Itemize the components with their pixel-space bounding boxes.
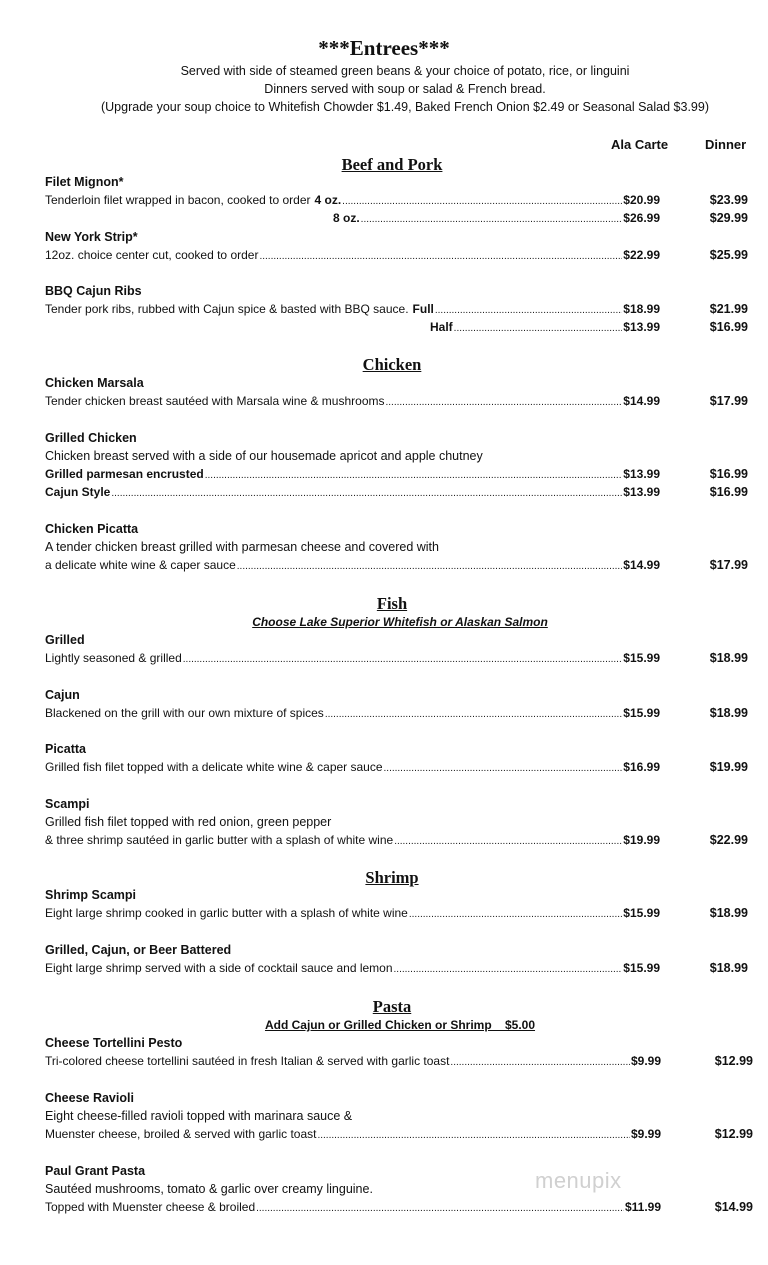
item-name: Cajun xyxy=(45,688,80,702)
item-name: Paul Grant Pasta xyxy=(45,1164,146,1178)
ala-carte-price: $15.99 xyxy=(623,706,660,720)
leader-dots xyxy=(384,763,623,774)
dinner-price: $16.99 xyxy=(709,467,748,481)
item-desc: 12oz. choice center cut, cooked to order xyxy=(45,248,259,262)
dinner-price: $18.99 xyxy=(709,706,748,720)
ala-carte-price: $22.99 xyxy=(623,248,660,262)
price-line xyxy=(45,394,660,408)
leader-dots xyxy=(394,964,623,975)
section-title-fish: Fish xyxy=(376,594,408,613)
price-line xyxy=(45,193,660,207)
price-line xyxy=(45,302,660,316)
item-name: Chicken Marsala xyxy=(45,376,144,390)
ala-carte-price: $18.99 xyxy=(623,302,660,316)
col-header-ala-carte: Ala Carte xyxy=(611,137,669,152)
leader-dots xyxy=(183,654,623,665)
watermark-logo: menupix xyxy=(535,1168,622,1193)
dinner-price: $21.99 xyxy=(709,302,748,316)
item-desc: Tenderloin filet wrapped in bacon, cooked to order xyxy=(45,193,311,207)
price-line xyxy=(45,1200,661,1214)
ala-carte-price: $13.99 xyxy=(623,467,660,481)
portion-size: Full xyxy=(412,302,434,316)
item-desc: A tender chicken breast grilled with parmesan cheese and covered with xyxy=(45,540,439,554)
price-line xyxy=(45,651,660,665)
leader-dots xyxy=(394,836,622,847)
ala-carte-price: $9.99 xyxy=(630,1054,661,1068)
item-option: Cajun Style xyxy=(45,485,111,499)
price-line xyxy=(430,320,660,334)
section-note-fish: Choose Lake Superior Whitefish or Alaskan Salmon xyxy=(252,615,548,629)
ala-carte-price: $15.99 xyxy=(623,651,660,665)
item-name: New York Strip* xyxy=(45,230,138,244)
dinner-price: $18.99 xyxy=(709,906,748,920)
item-desc: Muenster cheese, broiled & served with garlic toast xyxy=(45,1127,317,1141)
dinner-price: $12.99 xyxy=(714,1127,753,1141)
intro-line-2: Dinners served with soup or salad & French bread. xyxy=(264,82,546,96)
ala-carte-price: $13.99 xyxy=(623,320,660,334)
intro-line-3: (Upgrade your soup choice to Whitefish Chowder $1.49, Baked French Onion $2.49 or Seasonal Salad $3.99) xyxy=(100,100,709,114)
item-desc: Eight cheese-filled ravioli topped with marinara sauce & xyxy=(45,1109,353,1123)
leader-dots xyxy=(111,488,622,499)
price-line xyxy=(45,906,660,920)
col-header-dinner: Dinner xyxy=(705,137,747,152)
ala-carte-price: $20.99 xyxy=(623,193,660,207)
dinner-price: $22.99 xyxy=(709,833,748,847)
item-desc: Blackened on the grill with our own mixture of spices xyxy=(45,706,324,720)
dinner-price: $16.99 xyxy=(709,485,748,499)
price-line xyxy=(45,485,660,499)
section-title-shrimp: Shrimp xyxy=(365,868,419,887)
leader-dots xyxy=(342,196,622,207)
item-desc: Eight large shrimp cooked in garlic butter with a splash of white wine xyxy=(45,906,408,920)
item-desc: Grilled fish filet topped with red onion, green pepper xyxy=(45,815,332,829)
ala-carte-price: $19.99 xyxy=(623,833,660,847)
leader-dots xyxy=(435,305,622,316)
ala-carte-price: $15.99 xyxy=(623,906,660,920)
item-desc: & three shrimp sautéed in garlic butter with a splash of white wine xyxy=(45,833,394,847)
leader-dots xyxy=(386,397,623,408)
section-title-pasta: Pasta xyxy=(372,997,412,1016)
price-line xyxy=(45,833,660,847)
page-title: ***Entrees*** xyxy=(318,36,450,60)
item-desc: Tender chicken breast sautéed with Marsala wine & mushrooms xyxy=(45,394,385,408)
item-name: BBQ Cajun Ribs xyxy=(45,284,142,298)
price-line xyxy=(45,248,660,262)
dinner-price: $16.99 xyxy=(709,320,748,334)
leader-dots xyxy=(409,909,622,920)
item-name: Grilled, Cajun, or Beer Battered xyxy=(45,943,232,957)
portion-size: Half xyxy=(430,320,453,334)
ala-carte-price: $26.99 xyxy=(623,211,660,225)
item-desc: Grilled fish filet topped with a delicate white wine & caper sauce xyxy=(45,760,383,774)
portion-size: 4 oz. xyxy=(314,193,342,207)
item-desc: Topped with Muenster cheese & broiled xyxy=(45,1200,256,1214)
item-name: Chicken Picatta xyxy=(45,522,139,536)
leader-dots xyxy=(205,470,623,481)
leader-dots xyxy=(317,1130,630,1141)
leader-dots xyxy=(325,709,622,720)
item-desc: Tender pork ribs, rubbed with Cajun spice & basted with BBQ sauce. xyxy=(45,302,409,316)
item-desc: Eight large shrimp served with a side of cocktail sauce and lemon xyxy=(45,961,393,975)
intro-line-1: Served with side of steamed green beans & your choice of potato, rice, or linguini xyxy=(180,64,630,78)
ala-carte-price: $9.99 xyxy=(630,1127,661,1141)
item-name: Shrimp Scampi xyxy=(45,888,136,902)
item-name: Cheese Ravioli xyxy=(45,1091,134,1105)
dinner-price: $17.99 xyxy=(709,558,748,572)
leader-dots xyxy=(256,1203,624,1214)
section-title-beef-pork: Beef and Pork xyxy=(341,155,443,174)
portion-size: 8 oz. xyxy=(333,211,360,225)
price-line xyxy=(45,961,660,975)
price-line xyxy=(45,706,660,720)
ala-carte-price: $14.99 xyxy=(623,558,660,572)
price-line xyxy=(45,558,660,572)
section-title-chicken: Chicken xyxy=(362,355,422,374)
leader-dots xyxy=(237,561,623,572)
price-line xyxy=(45,1054,661,1068)
ala-carte-price: $14.99 xyxy=(623,394,660,408)
dinner-price: $25.99 xyxy=(709,248,748,262)
ala-carte-price: $15.99 xyxy=(623,961,660,975)
leader-dots xyxy=(450,1057,630,1068)
item-desc: Tri-colored cheese tortellini sautéed in fresh Italian & served with garlic toast xyxy=(45,1054,450,1068)
price-line xyxy=(333,211,660,225)
ala-carte-price: $16.99 xyxy=(623,760,660,774)
leader-dots xyxy=(259,251,622,262)
dinner-price: $23.99 xyxy=(709,193,748,207)
item-desc: Lightly seasoned & grilled xyxy=(45,651,182,665)
price-line xyxy=(45,760,660,774)
item-name: Grilled xyxy=(45,633,85,647)
item-desc: Sautéed mushrooms, tomato & garlic over creamy linguine. xyxy=(45,1182,373,1196)
dinner-price: $19.99 xyxy=(709,760,748,774)
ala-carte-price: $13.99 xyxy=(623,485,660,499)
item-name: Filet Mignon* xyxy=(45,175,124,189)
dinner-price: $17.99 xyxy=(709,394,748,408)
item-name: Picatta xyxy=(45,742,86,756)
item-desc: Chicken breast served with a side of our housemade apricot and apple chutney xyxy=(45,449,483,463)
dinner-price: $14.99 xyxy=(714,1200,753,1214)
dinner-price: $12.99 xyxy=(714,1054,753,1068)
dinner-price: $18.99 xyxy=(709,961,748,975)
leader-dots xyxy=(454,323,623,334)
item-option: Grilled parmesan encrusted xyxy=(45,467,204,481)
price-line xyxy=(45,1127,661,1141)
dinner-price: $18.99 xyxy=(709,651,748,665)
leader-dots xyxy=(361,214,623,225)
item-name: Grilled Chicken xyxy=(45,431,137,445)
item-desc: a delicate white wine & caper sauce xyxy=(45,558,236,572)
dinner-price: $29.99 xyxy=(709,211,748,225)
item-name: Cheese Tortellini Pesto xyxy=(45,1036,183,1050)
price-line xyxy=(45,467,660,481)
item-name: Scampi xyxy=(45,797,90,811)
ala-carte-price: $11.99 xyxy=(624,1200,661,1214)
section-note-pasta: Add Cajun or Grilled Chicken or Shrimp $5.00 xyxy=(264,1018,536,1032)
